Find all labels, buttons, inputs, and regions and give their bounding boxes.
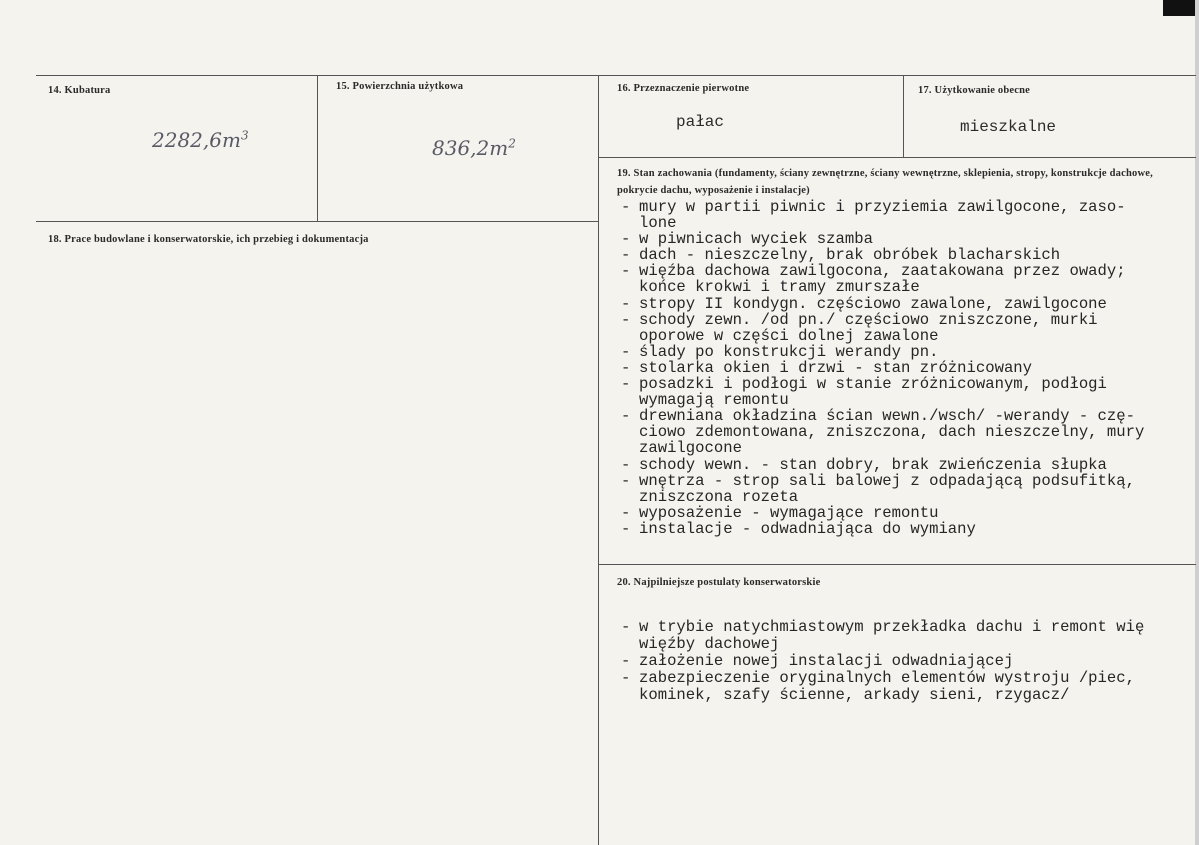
field-14-label: 14. Kubatura [48, 85, 111, 96]
list-item [621, 312, 1193, 344]
list-item [621, 457, 1193, 473]
bullet-dash: - [621, 455, 631, 474]
bullet-dash: - [621, 246, 631, 265]
list-item [621, 344, 1193, 360]
list-item-text: stropy II kondygn. częściowo zawalone, zawilgocone [639, 294, 1107, 313]
list-item-text: schody wewn. - stan dobry, brak zwieńczenia słupka [639, 455, 1107, 474]
field-20-label: 20. Najpilniejsze postulaty konserwatorskie [617, 577, 821, 588]
bullet-dash: - [621, 342, 631, 361]
list-item-text: wyposażenie - wymagające remontu [639, 503, 939, 522]
field-15-label: 15. Powierzchnia użytkowa [336, 81, 464, 92]
bullet-dash: - [621, 198, 631, 216]
field-14-value [152, 128, 249, 152]
list-item [621, 521, 1193, 537]
list-item-text: mury w partii piwnic i przyziemia zawilgocone, zaso- lone [639, 198, 1126, 233]
bullet-dash: - [621, 652, 631, 670]
bullet-dash: - [621, 262, 631, 281]
bullet-dash: - [621, 618, 631, 636]
list-item-text: założenie nowej instalacji odwadniającej [639, 652, 1014, 670]
list-item [621, 505, 1193, 521]
field-16-value: pałac [676, 113, 725, 131]
list-item [621, 199, 1193, 231]
list-item [621, 376, 1193, 408]
list-item-text: posadzki i podłogi w stanie zróżnicowanym, podłogi wymagają remontu [639, 375, 1107, 410]
field-15-value [432, 136, 516, 160]
list-item [621, 263, 1193, 295]
list-item-text: w piwnicach wyciek szamba [639, 230, 873, 249]
bullet-dash: - [621, 358, 631, 377]
list-item-text: w trybie natychmiastowym przekładka dachu i remont wię więźby dachowej [639, 618, 1145, 653]
field-15-exponent: 2 [508, 136, 516, 151]
top-rule [36, 75, 1196, 76]
field-18-label: 18. Prace budowlane i konserwatorskie, ich przebieg i dokumentacja [48, 234, 369, 245]
list-item [621, 653, 1193, 670]
bullet-dash: - [621, 519, 631, 538]
divider-16-17 [903, 75, 904, 158]
field-14-exponent: 3 [240, 128, 249, 143]
field-17-label: 17. Użytkowanie obecne [918, 85, 1031, 96]
divider-14-15 [317, 75, 318, 222]
list-item-text: więźba dachowa zawilgocona, zaatakowana przez owady; końce krokwi i tramy zmurszałe [639, 262, 1126, 297]
bullet-dash: - [621, 503, 631, 522]
list-item [621, 247, 1193, 263]
list-item-text: zabezpieczenie oryginalnych elementów wystroju /piec, kominek, szafy ścienne, arkady sieni, rzygacz/ [639, 669, 1135, 704]
field-17-value: mieszkalne [960, 118, 1057, 136]
list-item-text: schody zewn. /od pn./ częściowo zniszczone, murki oporowe w części dolnej zawalone [639, 310, 1098, 345]
list-item [621, 408, 1193, 456]
bullet-dash: - [621, 471, 631, 490]
list-item-text: stolarka okien i drzwi - stan zróżnicowany [639, 358, 1033, 377]
bullet-dash: - [621, 375, 631, 394]
list-item [621, 231, 1193, 247]
list-item [621, 473, 1193, 505]
rule-below-16-17 [598, 157, 1196, 158]
corner-mark [1163, 0, 1199, 16]
rule-below-19 [598, 564, 1196, 565]
bullet-dash: - [621, 669, 631, 687]
list-item-text: dach - nieszczelny, brak obróbek blacharskich [639, 246, 1061, 265]
list-item [621, 360, 1193, 376]
bullet-dash: - [621, 294, 631, 313]
list-item-text: wnętrza - strop sali balowej z odpadającą podsufitką, zniszczona rozeta [639, 471, 1135, 506]
bullet-dash: - [621, 310, 631, 329]
field-15-number: 836,2m [432, 136, 509, 160]
list-item-text: ślady po konstrukcji werandy pn. [639, 342, 939, 361]
list-item-text: instalacje - odwadniająca do wymiany [639, 519, 976, 538]
bullet-dash: - [621, 407, 631, 426]
field-16-label: 16. Przeznaczenie pierwotne [617, 83, 750, 94]
list-item [621, 670, 1193, 704]
field-14-number: 2282,6m [152, 128, 241, 152]
field-19-list [621, 199, 1193, 537]
list-item [621, 619, 1193, 653]
list-item-text: drewniana okładzina ścian wewn./wsch/ -werandy - czę- ciowo zdemontowana, zniszczona, dach nieszczelny, mury zawilgocone [639, 407, 1145, 458]
card-edge [1195, 0, 1199, 845]
field-19-label: 19. Stan zachowania (fundamenty, ściany zewnętrzne, ściany wewnętrzne, sklepienia, stropy, konstrukcje dachowe, pokrycie dachu, wyposażenie i instalacje) [617, 168, 1153, 196]
list-item [621, 296, 1193, 312]
bullet-dash: - [621, 230, 631, 249]
main-divider [598, 75, 599, 845]
field-20-list [621, 619, 1193, 704]
